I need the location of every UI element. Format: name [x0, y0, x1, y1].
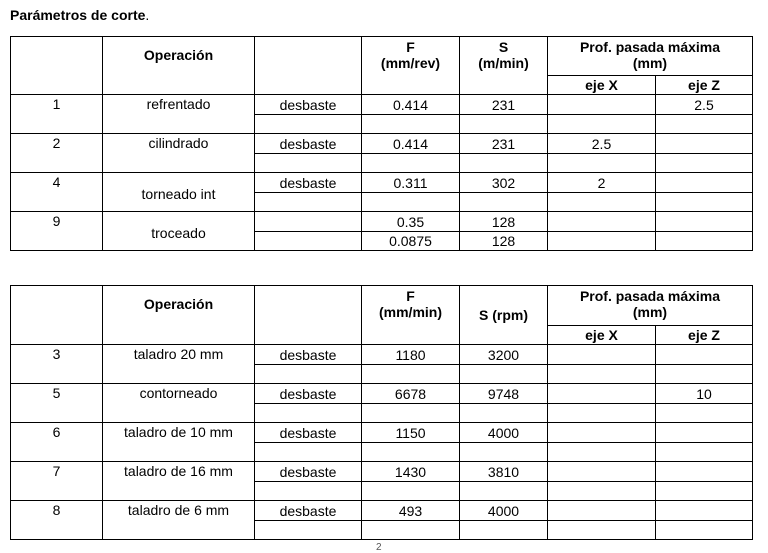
- row-feed-empty: [362, 443, 460, 462]
- row-speed-secondary: 128: [460, 232, 548, 251]
- row-depth-z-empty: [656, 404, 753, 423]
- row-type-empty: [255, 154, 362, 173]
- row-speed: 231: [460, 95, 548, 115]
- row-feed-empty: [362, 115, 460, 134]
- row-depth-x-empty: [548, 482, 656, 501]
- row-speed-empty: [460, 404, 548, 423]
- row-depth-x: [548, 423, 656, 443]
- row-depth-z-empty: [656, 115, 753, 134]
- row-depth-z: 10: [656, 384, 753, 404]
- row-operation: taladro de 10 mm: [103, 423, 255, 462]
- row-depth-x: [548, 384, 656, 404]
- row-type: [255, 212, 362, 232]
- row-type: desbaste: [255, 345, 362, 365]
- row-depth-z: [656, 134, 753, 154]
- row-type: desbaste: [255, 134, 362, 154]
- row-type: desbaste: [255, 173, 362, 193]
- row-feed-empty: [362, 521, 460, 540]
- row-type: desbaste: [255, 384, 362, 404]
- row-depth-z: [656, 345, 753, 365]
- row-operation: cilindrado: [103, 134, 255, 173]
- header-max-depth: Prof. pasada máxima (mm): [548, 37, 753, 76]
- row-depth-z: [656, 462, 753, 482]
- row-feed: 0.311: [362, 173, 460, 193]
- cutting-parameters-table-1: [10, 36, 753, 251]
- row-operation: troceado: [103, 212, 255, 251]
- row-feed: 1180: [362, 345, 460, 365]
- row-feed-secondary: 0.0875: [362, 232, 460, 251]
- row-type-empty: [255, 443, 362, 462]
- row-speed: 3200: [460, 345, 548, 365]
- header-feed: F (mm/min): [362, 286, 460, 345]
- row-depth-x-empty: [548, 521, 656, 540]
- row-number: 2: [11, 134, 103, 173]
- row-operation: contorneado: [103, 384, 255, 423]
- header-axis-x: eje X: [548, 76, 656, 95]
- row-speed: 3810: [460, 462, 548, 482]
- row-number: 4: [11, 173, 103, 212]
- row-feed-empty: [362, 154, 460, 173]
- header-blank: [11, 286, 103, 345]
- row-depth-x-empty: [548, 365, 656, 384]
- row-depth-x-empty: [548, 404, 656, 423]
- row-feed: 1150: [362, 423, 460, 443]
- row-speed-empty: [460, 115, 548, 134]
- row-depth-x: [548, 95, 656, 115]
- row-depth-x-empty: [548, 193, 656, 212]
- row-depth-x: [548, 501, 656, 521]
- header-blank-type: [255, 286, 362, 345]
- row-speed: 302: [460, 173, 548, 193]
- row-speed: 9748: [460, 384, 548, 404]
- row-feed: 6678: [362, 384, 460, 404]
- row-feed: 493: [362, 501, 460, 521]
- row-depth-z: [656, 212, 753, 232]
- row-speed-empty: [460, 365, 548, 384]
- header-axis-z: eje Z: [656, 326, 753, 345]
- row-depth-x: [548, 212, 656, 232]
- row-speed: 231: [460, 134, 548, 154]
- row-feed: 0.414: [362, 134, 460, 154]
- row-operation: taladro de 16 mm: [103, 462, 255, 501]
- title-period: .: [145, 7, 150, 23]
- row-feed: 0.35: [362, 212, 460, 232]
- row-type: desbaste: [255, 95, 362, 115]
- row-speed-empty: [460, 154, 548, 173]
- row-feed-empty: [362, 404, 460, 423]
- page-number: 2: [376, 542, 382, 553]
- row-speed-empty: [460, 443, 548, 462]
- row-number: 7: [11, 462, 103, 501]
- header-blank: [11, 37, 103, 95]
- title-text: Parámetros de corte: [10, 7, 146, 23]
- header-operation: Operación: [103, 286, 255, 345]
- row-type-empty: [255, 482, 362, 501]
- row-depth-z: [656, 423, 753, 443]
- row-depth-x-empty: [548, 443, 656, 462]
- row-depth-z-empty: [656, 443, 753, 462]
- row-depth-x-empty: [548, 232, 656, 251]
- row-speed: 128: [460, 212, 548, 232]
- header-operation: Operación: [103, 37, 255, 95]
- row-type: desbaste: [255, 423, 362, 443]
- row-depth-x: [548, 345, 656, 365]
- row-speed-empty: [460, 193, 548, 212]
- row-depth-z-empty: [656, 365, 753, 384]
- row-depth-z-empty: [656, 521, 753, 540]
- header-max-depth: Prof. pasada máxima (mm): [548, 286, 753, 326]
- row-operation: taladro de 6 mm: [103, 501, 255, 540]
- row-type-empty: [255, 115, 362, 134]
- row-speed-empty: [460, 482, 548, 501]
- page-title: [10, 6, 149, 24]
- row-depth-z: 2.5: [656, 95, 753, 115]
- header-axis-x: eje X: [548, 326, 656, 345]
- row-depth-z-empty: [656, 193, 753, 212]
- row-type: desbaste: [255, 501, 362, 521]
- row-depth-z-empty: [656, 482, 753, 501]
- row-depth-z: [656, 173, 753, 193]
- row-operation: taladro 20 mm: [103, 345, 255, 384]
- row-feed: 0.414: [362, 95, 460, 115]
- row-type-empty: [255, 404, 362, 423]
- header-speed: S (rpm): [460, 286, 548, 345]
- header-feed: F (mm/rev): [362, 37, 460, 95]
- row-depth-x: 2.5: [548, 134, 656, 154]
- row-feed-empty: [362, 193, 460, 212]
- row-type-empty: [255, 521, 362, 540]
- row-operation: torneado int: [103, 173, 255, 212]
- row-number: 5: [11, 384, 103, 423]
- row-number: 6: [11, 423, 103, 462]
- row-number: 9: [11, 212, 103, 251]
- header-blank-type: [255, 37, 362, 95]
- row-depth-z: [656, 501, 753, 521]
- row-speed-empty: [460, 521, 548, 540]
- row-feed: 1430: [362, 462, 460, 482]
- row-type-empty: [255, 193, 362, 212]
- row-number: 1: [11, 95, 103, 134]
- row-speed: 4000: [460, 501, 548, 521]
- row-type-empty: [255, 365, 362, 384]
- row-number: 3: [11, 345, 103, 384]
- row-depth-x-empty: [548, 154, 656, 173]
- header-axis-z: eje Z: [656, 76, 753, 95]
- row-type-empty: [255, 232, 362, 251]
- row-operation: refrentado: [103, 95, 255, 134]
- cutting-parameters-table-2: [10, 285, 753, 540]
- row-speed: 4000: [460, 423, 548, 443]
- row-feed-empty: [362, 482, 460, 501]
- row-depth-x-empty: [548, 115, 656, 134]
- row-depth-z-empty: [656, 232, 753, 251]
- header-speed: S (m/min): [460, 37, 548, 95]
- row-depth-x: [548, 462, 656, 482]
- row-type: desbaste: [255, 462, 362, 482]
- row-depth-z-empty: [656, 154, 753, 173]
- row-feed-empty: [362, 365, 460, 384]
- row-depth-x: 2: [548, 173, 656, 193]
- row-number: 8: [11, 501, 103, 540]
